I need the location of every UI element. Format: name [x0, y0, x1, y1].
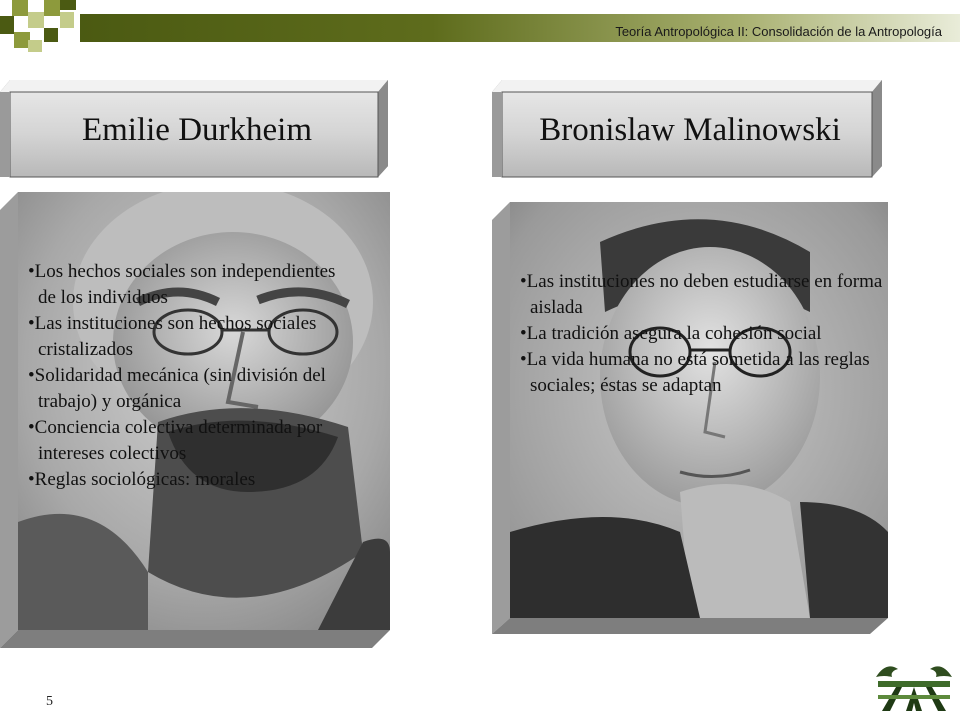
durkheim-bullet-list — [28, 259, 348, 493]
page-number: 5 — [46, 694, 53, 709]
durkheim-bullet: • Los hechos sociales son independientes de los individuos — [28, 259, 348, 311]
malinowski-bullet: • La tradición asegura la cohesión social — [520, 321, 890, 347]
malinowski-bullet: • Las instituciones no deben estudiarse en forma aislada — [520, 269, 890, 321]
malinowski-name: Bronislaw Malinowski — [539, 111, 841, 148]
durkheim-bullet: • Las instituciones son hechos sociales cristalizados — [28, 311, 348, 363]
durkheim-panel — [0, 192, 392, 650]
malinowski-panel — [492, 202, 890, 636]
durkheim-bullet: • Reglas sociológicas: morales — [28, 467, 348, 493]
malinowski-portrait — [510, 202, 888, 618]
durkheim-name: Emilie Durkheim — [81, 111, 313, 148]
institution-logo-icon — [872, 655, 956, 720]
malinowski-title-box — [492, 80, 882, 180]
slide-header-title: Teoría Antropológica II: Consolidación de la Antropología — [615, 24, 942, 39]
durkheim-bullet: • Conciencia colectiva determinada por intereses colectivos — [28, 415, 348, 467]
malinowski-bullet: • La vida humana no está sometida a las reglas sociales; éstas se adaptan — [520, 347, 890, 399]
malinowski-bullet-list — [520, 269, 890, 399]
durkheim-title-box — [0, 80, 390, 180]
durkheim-bullet: • Solidaridad mecánica (sin división del trabajo) y orgánica — [28, 363, 348, 415]
